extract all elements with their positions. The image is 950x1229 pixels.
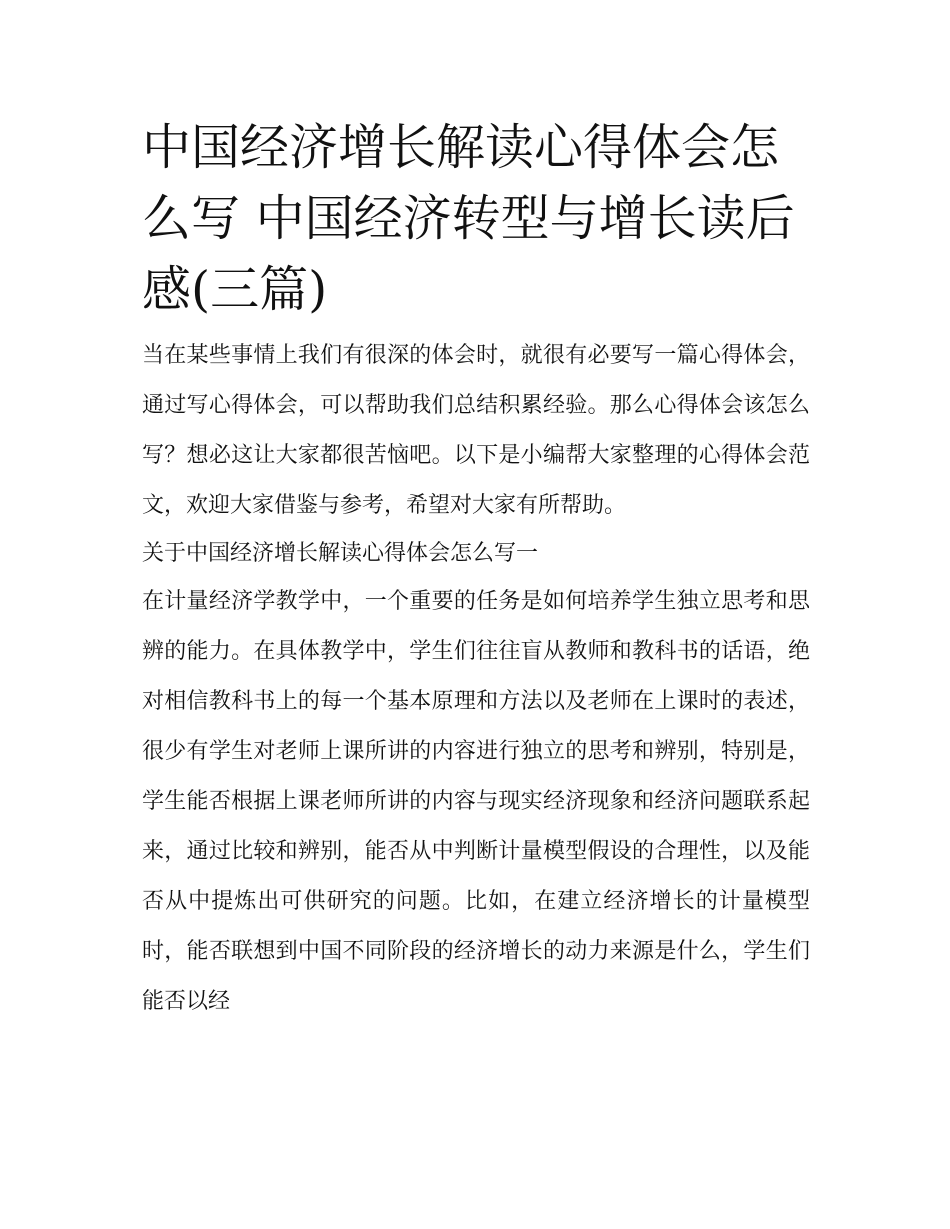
section-body-paragraph: 在计量经济学教学中，一个重要的任务是如何培养学生独立思考和思辨的能力。在具体教学中，学生们往往盲从教师和教科书的话语，绝对相信教科书上的每一个基本原理和方法以及老师在上课时的表述，很少有学生对老师上课所讲的内容进行独立的思考和辨别，特别是，学生能否根据上课老师所讲的内容与现实经济现象和经济问题联系起来，通过比较和辨别，能否从中判断计量模型假设的合理性，以及能否从中提炼出可供研究的问题。比如，在建立经济增长的计量模型时，能否联想到中国不同阶段的经济增长的动力来源是什么，学生们能否以经 bbox=[142, 589, 810, 1014]
section-heading: 关于中国经济增长解读心得体会怎么写一 bbox=[142, 541, 539, 566]
intro-paragraph: 当在某些事情上我们有很深的体会时，就很有必要写一篇心得体会，通过写心得体会，可以帮助我们总结积累经验。那么心得体会该怎么写？想必这让大家都很苦恼吧。以下是小编帮大家整理的心得体会范文，欢迎大家借鉴与参考，希望对大家有所帮助。 bbox=[142, 343, 810, 518]
document-content bbox=[142, 112, 810, 1027]
document-title: 中国经济增长解读心得体会怎么写 中国经济转型与增长读后感(三篇) bbox=[142, 119, 795, 318]
